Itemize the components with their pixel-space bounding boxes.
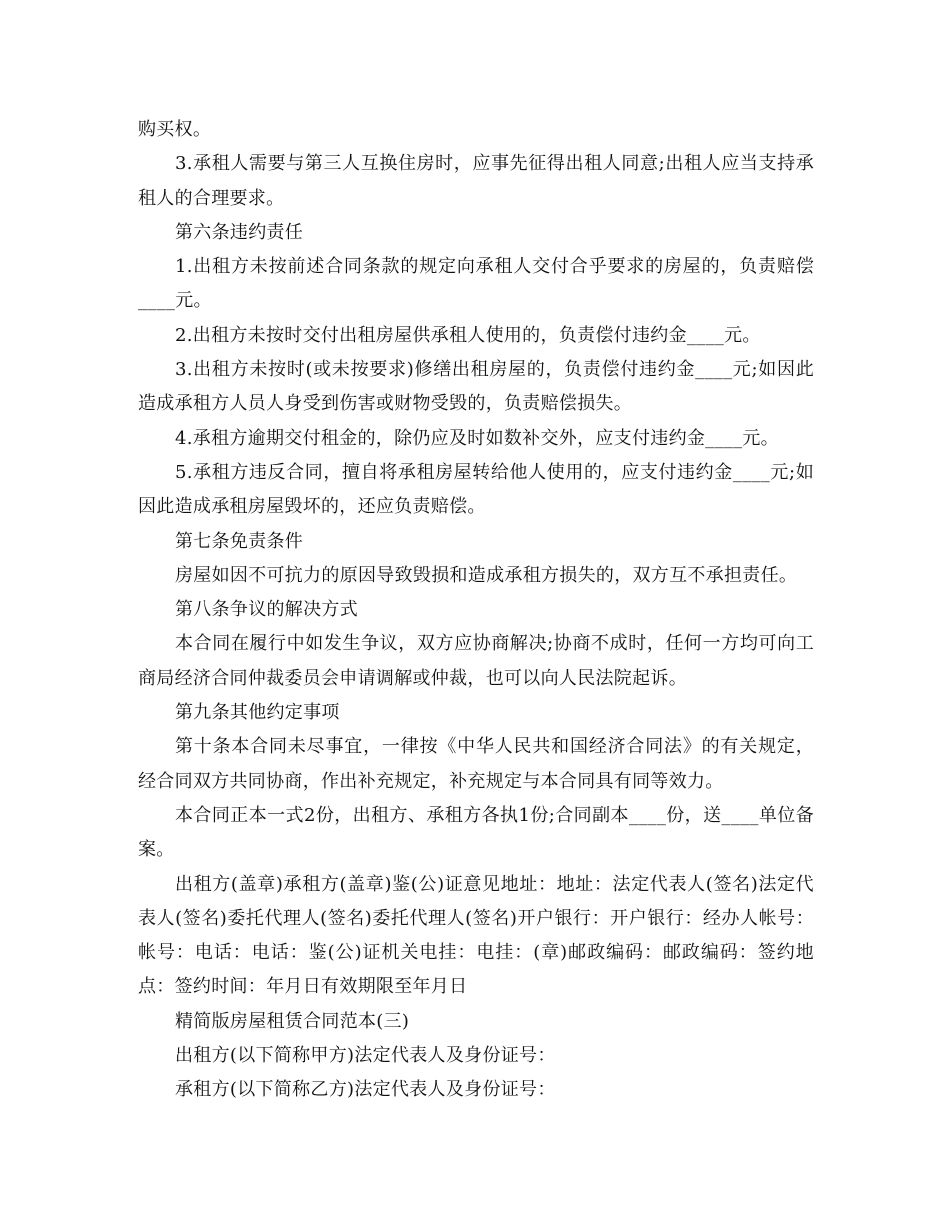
- section-heading: 第九条其他约定事项: [175, 702, 340, 724]
- paragraph: 房屋如因不可抗力的原因导致毁损和造成承租方损失的，双方互不承担责任。: [175, 564, 798, 586]
- paragraph: 第十条本合同未尽事宜，一律按《中华人民共和国经济合同法》的有关规定，经合同双方共同协商，作出补充规定，补充规定与本合同具有同等效力。: [138, 736, 814, 792]
- document-page: [138, 113, 814, 1108]
- paragraph: 1.出租方未按前述合同条款的规定向承租人交付合乎要求的房屋的，负责赔偿____元。: [138, 256, 814, 312]
- paragraph: 购买权。: [138, 119, 212, 140]
- section-heading: 第六条违约责任: [175, 221, 304, 243]
- section-heading: 第七条免责条件: [175, 530, 304, 552]
- party-b-line: 承租方(以下简称乙方)法定代表人及身份证号：: [175, 1079, 556, 1101]
- paragraph: 4.承租方逾期交付租金的，除仍应及时如数补交外，应支付违约金____元。: [175, 427, 779, 449]
- paragraph: 本合同正本一式2份，出租方、承租方各执1份;合同副本____份，送____单位备案。: [138, 804, 814, 861]
- paragraph: 3.出租方未按时(或未按要求)修缮出租房屋的，负责偿付违约金____元;如因此造成承租方人员人身受到伤害或财物受毁的，负责赔偿损失。: [138, 359, 814, 415]
- paragraph: 5.承租方违反合同，擅自将承租房屋转给他人使用的，应支付违约金____元;如因此造成承租房屋毁坏的，还应负责赔偿。: [138, 461, 814, 518]
- section-heading: 第八条争议的解决方式: [175, 599, 358, 621]
- paragraph: 2.出租方未按时交付出租房屋供承租人使用的，负责偿付违约金____元。: [175, 324, 761, 346]
- paragraph: 3.承租人需要与第三人互换住房时，应事先征得出租人同意;出租人应当支持承租人的合理要求。: [138, 153, 814, 209]
- document-subtitle: 精简版房屋租赁合同范本(三): [175, 1010, 410, 1032]
- signature-block: 出租方(盖章)承租方(盖章)鉴(公)证意见地址：地址：法定代表人(签名)法定代表人(签名)委托代理人(签名)委托代理人(签名)开户银行：开户银行：经办人帐号：帐号：电话：电话：鉴(公)证机关电挂：电挂：(章)邮政编码：邮政编码：签约地点：签约时间：年月日有效期限至年月日: [138, 873, 814, 998]
- party-a-line: 出租方(以下简称甲方)法定代表人及身份证号：: [175, 1045, 556, 1067]
- paragraph: 本合同在履行中如发生争议，双方应协商解决;协商不成时，任何一方均可向工商局经济合同仲裁委员会申请调解或仲裁，也可以向人民法院起诉。: [138, 633, 814, 689]
